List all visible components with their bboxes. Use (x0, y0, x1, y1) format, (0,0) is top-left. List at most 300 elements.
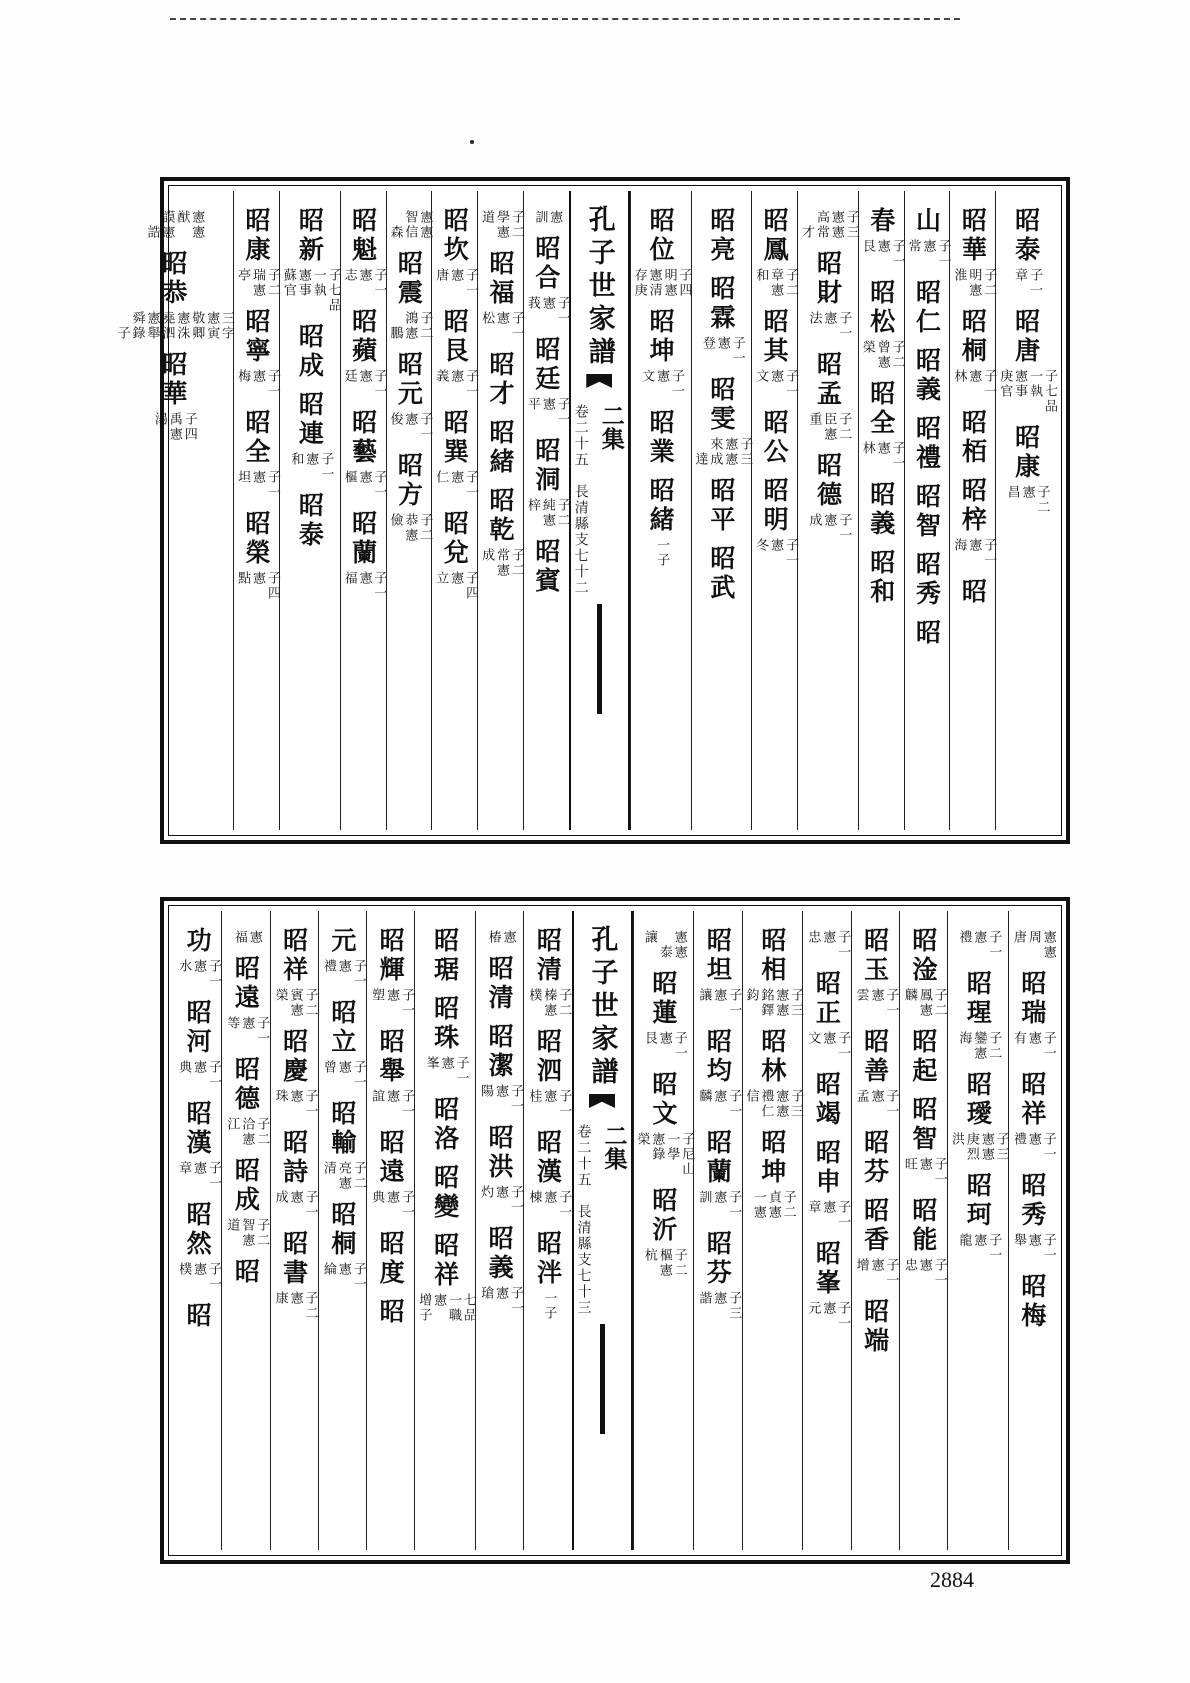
entry (223, 955, 268, 1046)
person-annotation: 子一 憲 舉 (1010, 1233, 1056, 1263)
entry (912, 415, 942, 473)
person-name: 功 (183, 927, 213, 956)
person-annotation: 子一 憲 等 (224, 1016, 270, 1046)
person-name: 昭雯 (706, 376, 736, 434)
entry (646, 409, 676, 467)
person-name: 昭廷 (531, 336, 561, 394)
entry (1011, 207, 1041, 298)
person-annotation: 子一 憲 增 (853, 1258, 899, 1288)
entry (368, 927, 413, 1018)
person-name: 昭智 (908, 1096, 938, 1154)
person-name: 昭義 (485, 1225, 515, 1283)
person-name: 昭芬 (703, 1230, 733, 1288)
person-name: 昭成 (231, 1157, 261, 1215)
entry (806, 452, 851, 543)
column (751, 191, 797, 830)
entry (430, 1164, 460, 1222)
person-name: 昭泗 (533, 1028, 563, 1086)
person-annotation: 子三 憲 諧 (696, 1291, 742, 1321)
person-name: 昭兌 (440, 510, 470, 568)
column (899, 911, 947, 1550)
person-annotation: 憲憲 猷 謨憲 誥 (144, 210, 205, 240)
person-annotation: 憲憲 智信 森 (387, 210, 433, 240)
entry (866, 481, 896, 539)
person-annotation: 三字 憲寅 敬卿 憲洙 堯泗 憲舉 舜錄 子 (114, 311, 235, 341)
person-name: 昭震 (394, 250, 424, 308)
person-annotation: 子二 學憲 道 (479, 210, 524, 240)
column (802, 911, 850, 1550)
entry (912, 619, 942, 648)
entry (695, 1129, 740, 1220)
person-name: 昭竭 (812, 1071, 842, 1129)
person-name: 昭祥 (279, 927, 309, 985)
person-annotation: 憲憲 泰 讓 (641, 930, 687, 960)
entry (114, 250, 234, 341)
columns-upper (114, 191, 1057, 830)
person-annotation: 子一 憲 灼 (478, 1185, 524, 1215)
center-info (571, 404, 628, 596)
person-name: 昭成 (295, 323, 325, 381)
person-name: 昭蓮 (648, 970, 678, 1028)
entry (804, 927, 849, 960)
entry (806, 351, 851, 442)
entry (175, 1100, 220, 1191)
person-name: 昭梅 (1017, 1273, 1047, 1331)
entry (912, 551, 942, 609)
book-title: 孔子世家譜 (586, 925, 618, 1090)
person-name: 昭洪 (485, 1124, 515, 1182)
section-label: 卷二十五 長清縣支 (575, 1124, 592, 1268)
entry (958, 578, 988, 607)
entry (272, 927, 317, 1018)
person-annotation: 子一 憲 文 (805, 1031, 851, 1061)
person-name: 昭魁 (348, 207, 378, 265)
entry (485, 955, 515, 1013)
person-annotation: 子二 瑞憲 亭 (235, 268, 280, 298)
entry (432, 308, 477, 399)
person-name: 昭詩 (279, 1129, 309, 1187)
person-annotation: 子二 章憲 和 (753, 268, 799, 298)
person-annotation: 子一 憲 忠 (805, 930, 851, 960)
entry (524, 336, 569, 427)
column (174, 911, 221, 1550)
person-name: 昭潔 (485, 1023, 515, 1081)
person-annotation: 子一 憲 瑲 (478, 1286, 524, 1316)
person-annotation: 子二 常憲 成 (479, 548, 524, 578)
entry (955, 1172, 1000, 1263)
entry (634, 1071, 694, 1177)
person-name: 昭泰 (295, 492, 325, 550)
person-annotation: 子一 憲 誼 (369, 1089, 415, 1119)
person-name: 元 (327, 927, 357, 956)
entry (905, 207, 950, 269)
column (475, 911, 523, 1550)
entry (859, 207, 904, 269)
person-name: 昭然 (183, 1201, 213, 1259)
person-annotation: 子三 憲憲 來成 達 (692, 437, 753, 467)
entry (866, 549, 896, 607)
person-name: 昭武 (706, 545, 736, 603)
person-annotation: 子一 憲 唐 (433, 268, 479, 298)
person-name: 昭正 (812, 970, 842, 1028)
person-name: 昭栢 (958, 409, 988, 467)
column (233, 191, 279, 830)
person-annotation: 子四 憲 立 (433, 571, 479, 601)
entry (950, 477, 995, 568)
person-annotation: 子四 明憲 憲清 存庚 (631, 268, 692, 298)
person-annotation: 子二 鑾憲 海 (956, 1031, 1002, 1061)
person-name: 昭淦 (908, 927, 938, 985)
entry (752, 308, 797, 399)
person-name: 昭方 (394, 452, 424, 510)
person-annotation: 子一 憲 坦 (235, 470, 280, 500)
person-annotation: 子三 憲憲 禮仁 信 (743, 1089, 804, 1119)
person-name: 昭孟 (813, 351, 843, 409)
person-name: 昭清 (533, 927, 563, 985)
column (523, 911, 571, 1550)
person-annotation: 子一 憲 禮 (956, 930, 1002, 960)
person-name: 昭沂 (648, 1187, 678, 1245)
person-annotation: 子一 憲 有 (1010, 1031, 1056, 1061)
person-name: 昭變 (430, 1164, 460, 1222)
entry (485, 927, 515, 945)
column (1008, 911, 1056, 1550)
entry (912, 483, 942, 541)
entry (234, 409, 279, 500)
margin-rule (600, 1324, 605, 1434)
entry (341, 409, 386, 500)
person-name: 昭榮 (242, 510, 272, 568)
person-annotation: 子二 鴻憲 鵬 (387, 311, 433, 341)
person-annotation: 子一 憲 俊 (387, 412, 433, 442)
person-name: 昭輝 (376, 927, 406, 985)
person-annotation: 子一 憲 林 (951, 369, 997, 399)
entry (151, 351, 196, 442)
entry (175, 927, 220, 989)
person-name: 昭才 (486, 351, 516, 409)
entry (320, 927, 365, 989)
entry (376, 1298, 406, 1327)
entry (295, 492, 325, 550)
person-name: 昭河 (183, 999, 213, 1057)
person-annotation: 子二 臣憲 重 (806, 412, 852, 442)
person-name: 昭 (912, 619, 942, 648)
person-name: 昭書 (279, 1230, 309, 1288)
person-annotation: 子一 憲 莪 (524, 296, 570, 326)
person-annotation: 子一 憲 典 (369, 1190, 415, 1220)
person-name: 昭輸 (327, 1100, 357, 1158)
person-annotation: 子一 憲 成 (272, 1190, 318, 1220)
entry (641, 1187, 686, 1278)
person-annotation: 子一 憲 陽 (478, 1084, 524, 1114)
person-name: 昭玉 (860, 927, 890, 985)
person-annotation: 子一 憲 艮 (641, 1031, 687, 1061)
person-name: 昭坎 (440, 207, 470, 265)
person-name: 昭洞 (531, 437, 561, 495)
book-title: 孔子世家譜 (583, 205, 615, 370)
person-name: 昭洛 (430, 1096, 460, 1154)
entry (996, 308, 1056, 414)
person-name: 昭善 (860, 1028, 890, 1086)
person-name: 昭亮 (706, 207, 736, 265)
person-name: 昭清 (485, 955, 515, 1013)
person-name: 昭桐 (327, 1201, 357, 1259)
person-name: 昭秀 (1017, 1172, 1047, 1230)
person-annotation: 子一 憲 福 (341, 571, 387, 601)
person-name: 昭藝 (348, 409, 378, 467)
person-name: 昭祥 (1017, 1071, 1047, 1129)
entry (430, 1096, 460, 1154)
person-annotation: 子一 憲 登 (699, 336, 745, 366)
person-annotation: 子一 憲 林 (859, 441, 905, 471)
person-annotation: 子一 憲 和 (288, 452, 334, 482)
person-name: 昭巽 (440, 409, 470, 467)
person-name: 昭全 (866, 380, 896, 438)
person-annotation: 子二 榛憲 樸 (526, 988, 572, 1018)
person-name: 昭遠 (231, 955, 261, 1013)
person-annotation: 子一 章 (1012, 268, 1043, 298)
entry (525, 1028, 570, 1119)
entry (760, 409, 790, 467)
entry (743, 927, 803, 1018)
genealogy-page-lower (160, 897, 1070, 1564)
entry (706, 477, 736, 535)
person-annotation: 一子 (541, 1291, 557, 1321)
person-annotation: 子一 憲 梅 (235, 369, 280, 399)
person-annotation: 子一 憲 樞 (341, 470, 387, 500)
entry (223, 1056, 268, 1147)
person-name: 昭德 (813, 452, 843, 510)
person-name: 昭申 (812, 1139, 842, 1197)
entry (477, 1023, 522, 1114)
person-annotation: 子一 憲 峯 (423, 1056, 469, 1086)
person-name: 昭起 (908, 1028, 938, 1086)
person-annotation: 子一 憲 章 (805, 1200, 851, 1230)
entry (706, 207, 736, 265)
person-annotation: 子一 憲 棟 (526, 1190, 572, 1220)
person-annotation: 子三 憲憲 庚烈 洪 (948, 1132, 1009, 1162)
entry (912, 347, 942, 405)
person-name: 昭新 (295, 207, 325, 265)
person-annotation: 子二 樞憲 杭 (641, 1248, 687, 1278)
column (949, 191, 995, 830)
person-annotation: 子三 憲憲 高常 才 (799, 210, 859, 240)
center-info (574, 1124, 631, 1316)
entry (692, 376, 752, 467)
person-name: 昭康 (1011, 424, 1041, 482)
folio-number: 七十三 (575, 1268, 592, 1316)
person-name: 昭元 (394, 351, 424, 409)
entry (853, 927, 898, 1018)
person-name: 昭和 (866, 549, 896, 607)
person-annotation: 子一 憲 桂 (526, 1089, 572, 1119)
person-name: 昭峯 (812, 1240, 842, 1298)
entry (901, 1197, 946, 1288)
entry (695, 927, 740, 1018)
person-name: 昭平 (706, 477, 736, 535)
person-annotation: 子二 純憲 梓 (524, 498, 570, 528)
person-annotation: 子一 憲 雲 (853, 988, 899, 1018)
entry (1017, 1273, 1047, 1331)
person-name: 昭位 (646, 207, 676, 265)
column (366, 911, 414, 1550)
entry (958, 409, 988, 467)
person-annotation: 憲 福 (231, 930, 262, 945)
entry (272, 1230, 317, 1321)
person-name: 昭芬 (860, 1129, 890, 1187)
person-name: 昭漢 (183, 1100, 213, 1158)
person-name: 昭緒 (486, 419, 516, 477)
entry (477, 1225, 522, 1316)
person-name: 昭瑆 (963, 970, 993, 1028)
person-annotation: 子一 憲 海 (951, 538, 997, 568)
person-annotation: 一子 (654, 538, 670, 568)
folio-number: 七十二 (572, 548, 589, 596)
entry (144, 207, 204, 240)
person-annotation: 子一 憲 元 (805, 1301, 851, 1331)
entry (860, 1298, 890, 1356)
section-block (571, 404, 591, 596)
person-name: 昭禮 (912, 415, 942, 473)
person-name: 昭合 (531, 235, 561, 293)
person-name: 昭緒 (646, 477, 676, 535)
column (851, 911, 899, 1550)
volume-label: 二集 (597, 404, 625, 450)
entry (368, 1129, 413, 1220)
entry (477, 1124, 522, 1215)
column (340, 191, 386, 830)
column (947, 911, 1008, 1550)
person-annotation: 子一 憲 綸 (320, 1262, 366, 1292)
person-annotation: 子一 憲 廷 (341, 369, 387, 399)
person-annotation: 憲 椿 (485, 930, 516, 945)
person-name: 昭秀 (912, 551, 942, 609)
entry (955, 927, 1000, 960)
person-name: 昭琚 (430, 927, 460, 985)
entry (798, 207, 858, 240)
person-annotation: 子一 憲 孟 (853, 1089, 899, 1119)
person-annotation: 子二 洽憲 江 (224, 1117, 270, 1147)
column (114, 191, 234, 830)
entry (415, 1232, 475, 1323)
column (279, 191, 340, 830)
entry (955, 970, 1000, 1061)
entry (531, 538, 561, 596)
person-annotation: 子一 憲 塑 (369, 988, 415, 1018)
person-name: 昭義 (912, 347, 942, 405)
entry (646, 477, 676, 568)
entry (175, 999, 220, 1090)
entry (912, 279, 942, 337)
entry (804, 1240, 849, 1331)
column (477, 191, 523, 830)
entry (1010, 1172, 1055, 1263)
page-number: 2884 (930, 1567, 974, 1592)
entry (231, 927, 261, 945)
entry (695, 1230, 740, 1321)
entry (432, 510, 477, 601)
person-name: 昭漢 (533, 1129, 563, 1187)
entry (272, 1028, 317, 1119)
person-name: 昭珠 (430, 995, 460, 1053)
person-name: 昭珂 (963, 1172, 993, 1230)
person-name: 昭全 (242, 409, 272, 467)
person-annotation: 子一 憲 水 (176, 959, 222, 989)
entry (901, 927, 946, 1018)
entry (525, 927, 570, 1018)
person-name: 昭相 (757, 927, 787, 985)
genealogy-page-upper (114, 177, 1070, 844)
center-margin (572, 911, 633, 1550)
person-annotation: 子七品 一執 憲事 蘇官 (280, 268, 341, 313)
person-name: 昭霖 (706, 275, 736, 333)
entry (859, 380, 904, 471)
entry (806, 250, 851, 341)
entry (901, 1096, 946, 1187)
person-name: 昭艮 (440, 308, 470, 366)
entry (804, 970, 849, 1061)
person-annotation: 子一 憲 法 (806, 311, 852, 341)
person-annotation: 子二 曾憲 榮 (859, 340, 905, 370)
entry (804, 1139, 849, 1230)
entry (387, 207, 432, 240)
entry (432, 409, 477, 500)
person-annotation: 子一 憲 訓 (696, 1190, 742, 1220)
entry (1010, 970, 1055, 1061)
entry (641, 927, 686, 960)
person-name: 昭德 (231, 1056, 261, 1114)
person-annotation: 子二 亮憲 清 (320, 1161, 366, 1191)
person-annotation: 子一 憲 曾 (320, 1060, 366, 1090)
person-name: 昭桐 (958, 308, 988, 366)
entry (478, 250, 523, 341)
person-annotation: 子一 憲 志 (341, 268, 387, 298)
entry (234, 207, 279, 298)
volume-block (598, 1124, 631, 1316)
entry (432, 207, 477, 298)
section-label: 卷二十五 長清縣支 (572, 404, 589, 548)
column (693, 911, 741, 1550)
entry (287, 391, 332, 482)
person-name: 昭璦 (963, 1071, 993, 1129)
entry (524, 437, 569, 528)
column (414, 911, 475, 1550)
column (742, 911, 803, 1550)
person-name: 昭林 (757, 1028, 787, 1086)
person-name: 昭唐 (1011, 308, 1041, 366)
entry (223, 1157, 268, 1248)
entry (376, 1230, 406, 1288)
entry (320, 1201, 365, 1292)
person-name: 昭香 (860, 1197, 890, 1255)
entry (706, 545, 736, 603)
person-name: 昭恭 (158, 250, 188, 308)
person-name: 昭泮 (533, 1230, 563, 1288)
person-name: 昭遠 (376, 1129, 406, 1187)
person-annotation: 子二 智憲 道 (224, 1218, 270, 1248)
person-name: 昭康 (242, 207, 272, 265)
person-annotation: 子一 憲 麟 (696, 1089, 742, 1119)
entry (478, 207, 523, 240)
entry (295, 323, 325, 381)
column (691, 191, 752, 830)
margin-rule (597, 604, 602, 714)
person-annotation: 憲 訓 (532, 210, 563, 225)
center-margin (569, 191, 630, 830)
entry (853, 1028, 898, 1119)
column (318, 911, 366, 1550)
volume-label: 二集 (600, 1124, 628, 1170)
